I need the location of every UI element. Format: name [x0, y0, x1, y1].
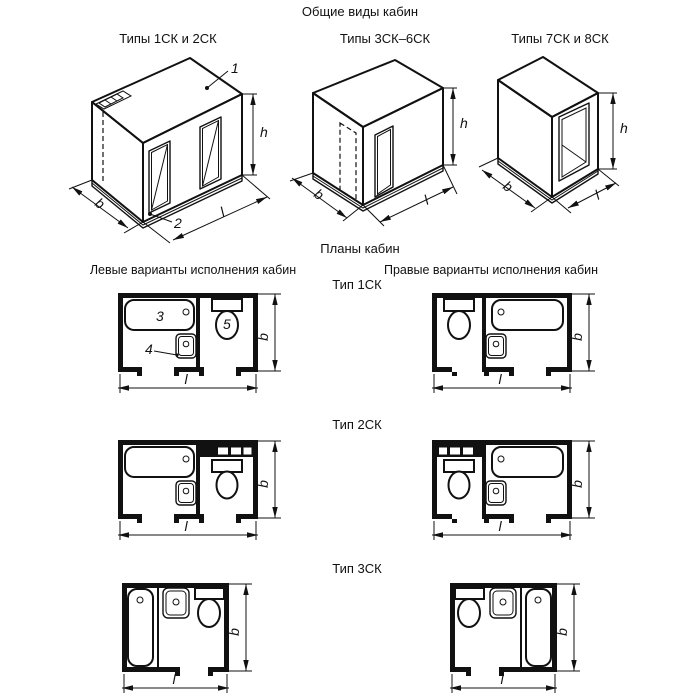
dimension-b [69, 180, 143, 233]
dimension-h [443, 88, 468, 165]
svg-text:h: h [620, 120, 628, 136]
iso-view-types-1-2 [60, 55, 280, 245]
bathtub-shape [526, 589, 551, 666]
svg-text:l: l [184, 371, 188, 387]
toilet-shape [444, 460, 474, 499]
door-opening-1 [149, 141, 170, 213]
partition-wall [482, 298, 486, 372]
view-title-types-3-6: Типы 3СК–6СК [339, 31, 431, 46]
bathtub-drain [183, 456, 189, 462]
row-label-type-2sk: Тип 2СК [332, 417, 382, 432]
dimension-b [569, 294, 595, 371]
plan-type2-right [426, 435, 604, 543]
partition-wall [196, 445, 200, 519]
svg-text:l: l [498, 518, 502, 534]
dimension-b [255, 441, 281, 518]
row-label-type-3sk: Тип 3СК [332, 561, 382, 576]
plan-type3-left [116, 578, 278, 700]
callout-1-leader [207, 71, 228, 88]
callout-sink-dot [175, 353, 178, 356]
row-label-type-1sk: Тип 1СК [332, 277, 382, 292]
bathtub-drain [498, 456, 504, 462]
dimension-b [479, 158, 552, 212]
plan-type3-right [444, 578, 606, 700]
sink-shape [163, 588, 189, 618]
page-title: Общие виды кабин [301, 4, 419, 19]
dimension-b [255, 294, 281, 371]
svg-text:b: b [226, 628, 242, 636]
callout-1-dot [205, 86, 209, 90]
svg-text:l: l [421, 191, 432, 208]
callout-2: 2 [174, 215, 182, 231]
view-title-types-7-8: Типы 7СК и 8СК [511, 31, 609, 46]
toilet-shape [212, 460, 242, 499]
callout-sink: 4 [145, 341, 153, 357]
callout-1: 1 [231, 60, 239, 76]
svg-text:b: b [569, 333, 585, 341]
view-title-types-1-2: Типы 1СК и 2СК [119, 31, 217, 46]
dimension-b [554, 584, 580, 671]
sink-shape [490, 588, 516, 618]
callout-2-dot [148, 212, 152, 216]
svg-text:b: b [255, 333, 271, 341]
svg-text:b: b [92, 194, 108, 213]
svg-text:l: l [217, 203, 228, 220]
sink-shape [176, 481, 196, 505]
svg-text:l: l [498, 371, 502, 387]
door-opening-2 [200, 117, 221, 189]
sink-shape [486, 334, 506, 358]
cabin-front-face [143, 94, 242, 222]
dimension-h [242, 94, 268, 175]
dimension-h [598, 93, 628, 169]
toilet-shape [195, 588, 224, 627]
bathtub-shape [125, 447, 194, 477]
roof-vent-grille [96, 91, 131, 109]
partition-line [520, 588, 522, 667]
plans-section-title: Планы кабин [320, 241, 400, 256]
svg-text:b: b [311, 185, 327, 204]
callout-toilet: 5 [223, 316, 231, 332]
sink-shape [486, 481, 506, 505]
plan-type1-left [112, 288, 290, 396]
callout-bath: 3 [156, 308, 164, 324]
toilet-shape [444, 299, 474, 339]
cabin-left-face [498, 80, 552, 197]
partition-line [157, 588, 159, 667]
dimension-b [569, 441, 595, 518]
iso-view-types-7-8 [470, 55, 650, 235]
bathtub-shape [128, 589, 153, 666]
right-variants-header: Правые варианты исполнения кабин [383, 263, 599, 277]
bathtub-drain [183, 309, 189, 315]
dimension-b [226, 584, 252, 671]
partition-wall [196, 298, 200, 372]
bathtub-drain [535, 597, 541, 603]
cabin-top-face [313, 60, 443, 127]
door-opening [559, 103, 589, 181]
svg-text:b: b [255, 480, 271, 488]
cabin-top-face [498, 57, 598, 117]
svg-text:l: l [184, 518, 188, 534]
plan-type1-right [426, 288, 604, 396]
plan-type2-left [112, 435, 290, 543]
bathtub-drain [498, 309, 504, 315]
svg-text:h: h [460, 115, 468, 131]
vent-grille [200, 445, 253, 457]
door-opening [375, 126, 393, 197]
iso-view-types-3-6 [280, 55, 480, 235]
svg-text:l: l [500, 671, 504, 687]
door-dashed-outline [340, 123, 356, 200]
svg-text:b: b [500, 177, 516, 196]
svg-text:h: h [260, 124, 268, 140]
callout-sink-leader [154, 351, 177, 355]
toilet-shape [455, 588, 484, 627]
bathtub-drain [137, 597, 143, 603]
left-variants-header: Левые варианты исполнения кабин [89, 263, 297, 277]
svg-text:b: b [554, 628, 570, 636]
svg-text:l: l [172, 671, 176, 687]
sink-shape [176, 334, 196, 358]
svg-text:b: b [569, 480, 585, 488]
partition-wall [482, 445, 486, 519]
svg-text:l: l [592, 186, 603, 203]
vent-grille [437, 445, 482, 457]
